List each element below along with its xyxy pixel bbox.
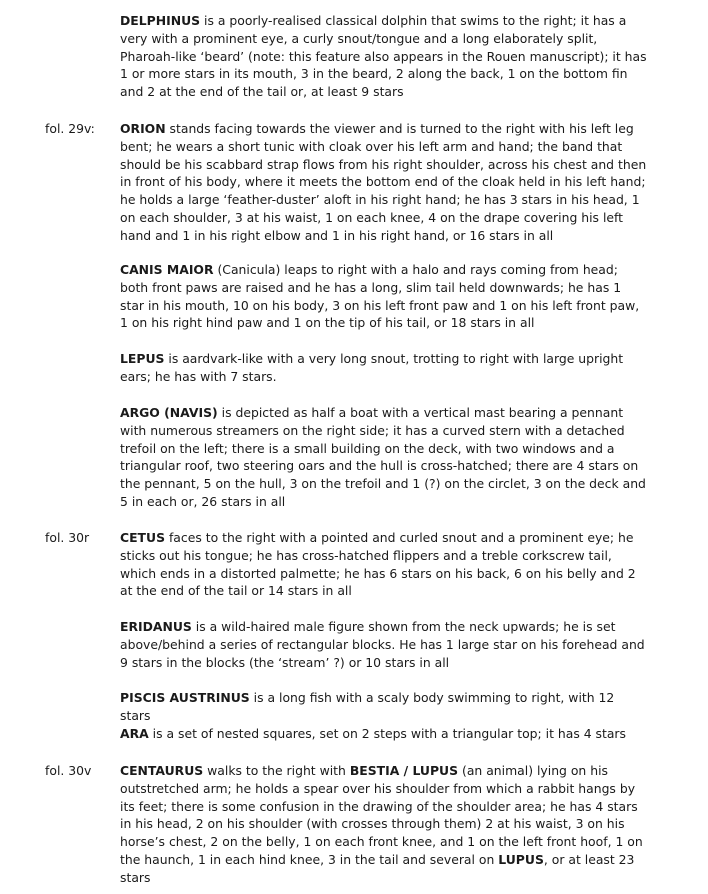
entry-text <box>120 261 648 332</box>
entry-text <box>120 762 648 887</box>
constellation-name: PISCIS AUSTRINUS <box>120 690 250 705</box>
entry-text <box>120 618 648 671</box>
description: faces to the right with a pointed and curled snout and a prominent eye; he sticks out his tongue; he has cross-hatched flippers and a treble corkscrew tail, which ends in a distorted palmette; he has 6 stars on his back, 6 on his belly and 2 at the end of the tail or 14 stars in all <box>120 530 636 599</box>
description-continued: (an animal) lying on his outstretched arm; he holds a spear over his shoulder from which a rabbit hangs by its feet; there is some confusion in the drawing of the shoulder area; he has 4 stars in his head, 2 on his shoulder (with crosses through them) 2 at his waist, 3 on his horse’s chest, 2 on the belly, 1 on each front knee, and 1 on the left front hoof, 1 on the haunch, 1 in each hind knee, 3 in the tail and several on <box>120 763 643 867</box>
entry-text <box>120 725 648 743</box>
folio-label: fol. 30v <box>45 763 92 778</box>
description: walks to the right with <box>203 763 350 778</box>
constellation-name-bestia-lupus: BESTIA / LUPUS <box>349 763 459 778</box>
description: is a poorly-realised classical dolphin that swims to the right; it has a very with a prominent eye, a curly snout/tongue and a long elaborately split, Pharoah-like ‘beard’ (note: this feature also appears in the Rouen manuscript); it has 1 or more stars in its mouth, 3 in the beard, 2 along the back, 1 on the bottom fin and 2 at the end of the tail or, at least 9 stars <box>120 13 647 100</box>
entry-text <box>120 404 648 511</box>
description-end: , or at least 23 stars <box>120 851 635 885</box>
constellation-name: ERIDANUS <box>120 619 192 634</box>
folio-label: fol. 29v: <box>45 121 95 136</box>
description: stands facing towards the viewer and is turned to the right with his left leg bent; he wears a short tunic with cloak over his left arm and hand; the band that should be his scabbard strap flows from his right shoulder, across his chest and then in front of his body, where it meets the bottom end of the cloak held in his left hand; he holds a large ‘feather-duster’ aloft in his right hand; he has 3 stars in his head, 1 on each shoulder, 3 at his waist, 1 on each knee, 4 on the drape covering his left hand and 1 in his right elbow and 1 in his right hand, or 16 stars in all <box>120 121 647 243</box>
entry-text <box>120 120 648 245</box>
description: is a wild-haired male figure shown from the neck upwards; he is set above/behind a series of rectangular blocks. He has 1 large star on his forehead and 9 stars in the blocks (the ‘stream’ ?) or 10 stars in all <box>120 619 645 670</box>
constellation-name: DELPHINUS <box>120 13 201 28</box>
constellation-name: CANIS MAIOR <box>120 262 214 277</box>
constellation-name-lupus: LUPUS <box>498 851 544 867</box>
constellation-name: ORION <box>120 121 166 136</box>
description: (Canicula) leaps to right with a halo and rays coming from head; both front paws are raised and he has a long, slim tail held downwards; he has 1 star in his mouth, 10 on his body, 3 on his left front paw and 1 on his left front paw, 1 on his right hind paw and 1 on the tip of his tail, or 18 stars in all <box>120 262 640 331</box>
description: is aardvark-like with a very long snout, trotting to right with large upright ears; he has with 7 stars. <box>120 351 624 384</box>
constellation-name: LEPUS <box>120 351 165 366</box>
constellation-name: CETUS <box>120 530 165 545</box>
description: is depicted as half a boat with a vertical mast bearing a pennant with numerous streamers on the right side; it has a curved stern with a detached trefoil on the left; there is a small building on the deck, with two windows and a triangular roof, two steering oars and the hull is cross-hatched; there are 4 stars on the pennant, 5 on the hull, 3 on the trefoil and 1 (?) on the circlet, 3 on the deck and 5 in each or, 26 stars in all <box>120 405 646 509</box>
constellation-name: ARA <box>120 726 149 741</box>
entry-text <box>120 12 648 101</box>
folio-label: fol. 30r <box>45 530 90 545</box>
entry-text <box>120 529 648 600</box>
constellation-name: CENTAURUS <box>120 763 204 778</box>
constellation-name: ARGO (NAVIS) <box>120 405 218 420</box>
description: is a set of nested squares, set on 2 steps with a triangular top; it has 4 stars <box>148 726 626 741</box>
entry-text <box>120 689 648 725</box>
entry-text <box>120 350 648 386</box>
description: is a long fish with a scaly body swimming to right, with 12 stars <box>120 690 615 723</box>
